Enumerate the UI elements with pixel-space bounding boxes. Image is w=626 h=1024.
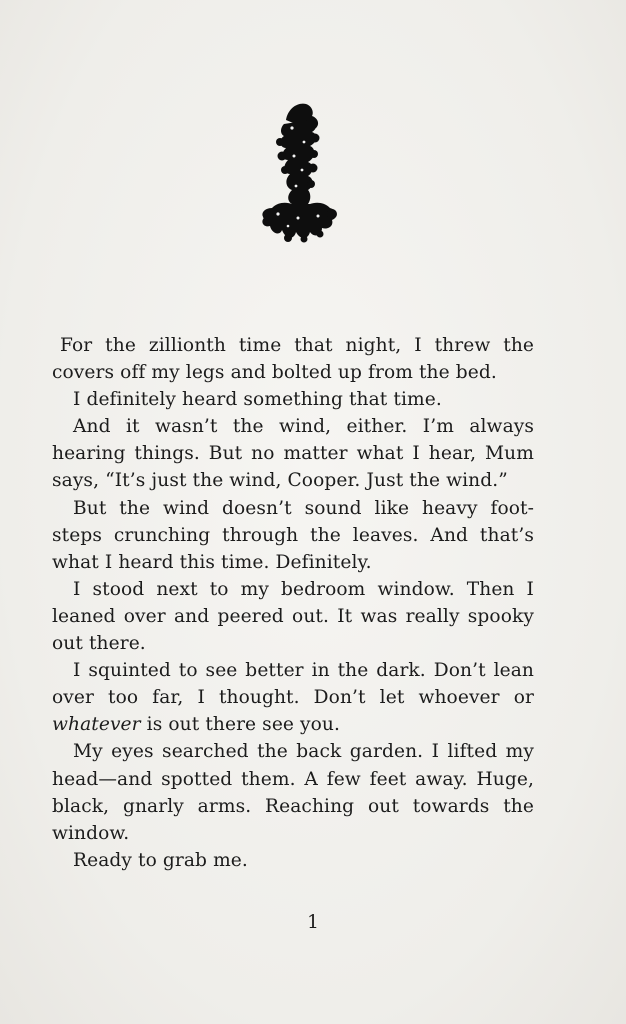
paragraph: I definitely heard something that time.: [73, 389, 442, 411]
emphasis: whatever: [52, 714, 141, 736]
paragraph: My eyes searched the back garden. I lifted my head—and spotted them. A few feet away. Huge, black, gnarly arms. Reaching out towards the window.: [52, 741, 534, 844]
story-text: [52, 332, 534, 874]
page-number: 1: [307, 912, 319, 933]
paragraph: For the zillionth time that night, I threw the covers off my legs and bolted up from the bed.: [52, 335, 534, 384]
paragraph: I stood next to my bedroom window. Then I leaned over and peered out. It was really spooky out there.: [52, 578, 534, 655]
paragraph: But the wind doesn’t sound like heavy foot-steps crunching through the leaves. And that’s what I heard this time. Definitely.: [52, 497, 534, 573]
dripping-numeral-one-icon: [258, 98, 340, 248]
paragraph: And it wasn’t the wind, either. I’m always hearing things. But no matter what I hear, Mum says, “It’s just the wind, Cooper. Just the wind.”: [52, 416, 534, 492]
paragraph: I squinted to see better in the dark. Don’t lean over too far, I thought. Don’t let whoever or whatever is out there see you.: [52, 660, 534, 736]
paragraph: Ready to grab me.: [73, 849, 248, 871]
